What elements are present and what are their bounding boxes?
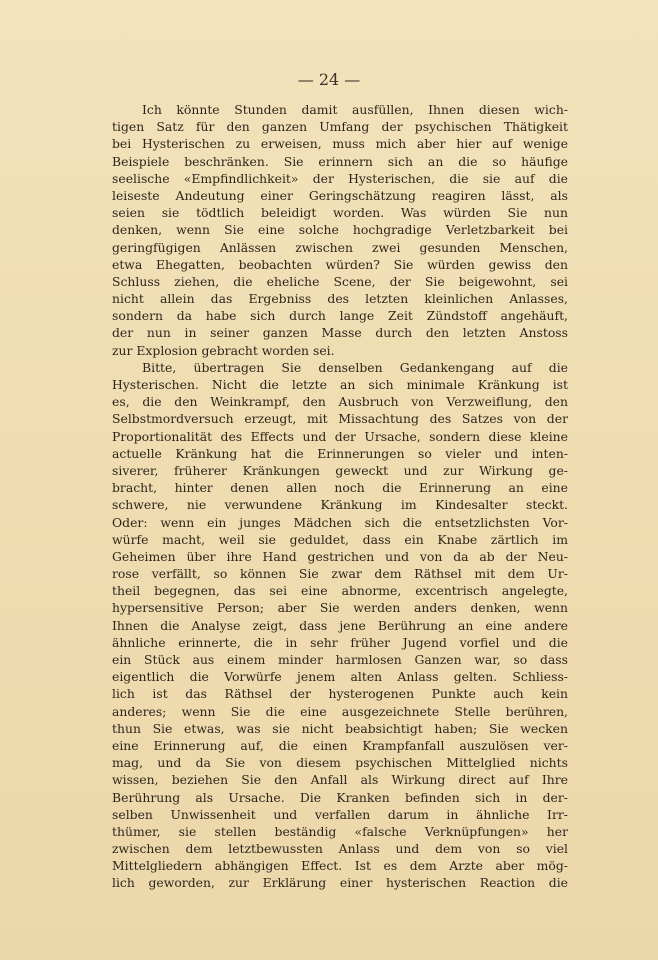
text-line: Beispiele beschränken. Sie erinnern sich an die so häufige	[112, 153, 568, 169]
text-line: geringfügigen Anlässen zwischen zwei gesunden Menschen,	[112, 239, 568, 255]
body-text	[112, 101, 568, 892]
text-line: würfe macht, weil sie geduldet, dass ein Knabe zärtlich im	[112, 531, 568, 547]
text-line: Schluss ziehen, die eheliche Scene, der Sie beigewohnt, sei	[112, 273, 568, 289]
text-line: ein Stück aus einem minder harmlosen Ganzen war, so dass	[112, 652, 568, 667]
text-line: zur Explosion gebracht worden sei.	[112, 342, 335, 358]
text-line: rose verfällt, so können Sie zwar dem Räthsel mit dem Ur-	[112, 566, 568, 582]
text-line: Geheimen über ihre Hand gestrichen und von da ab der Neu-	[112, 548, 568, 564]
text-line: ähnliche erinnerte, die in sehr früher Jugend vorfiel und die	[112, 634, 568, 650]
paragraph-2	[112, 359, 568, 892]
text-line: leiseste Andeutung einer Geringschätzung reagiren lässt, als	[112, 187, 568, 203]
text-line: bracht, hinter denen allen noch die Erinnerung an eine	[112, 480, 568, 496]
text-line: Berührung als Ursache. Die Kranken befinden sich in der-	[112, 789, 568, 805]
text-line: selben Unwissenheit und verfallen darum in ähnliche Irr-	[112, 806, 568, 822]
text-line: mag, und da Sie von diesem psychischen Mittelglied nichts	[112, 755, 568, 771]
text-line: eine Erinnerung auf, die einen Krampfanfall auszulösen ver-	[112, 737, 568, 753]
text-line: Oder: wenn ein junges Mädchen sich die entsetzlichsten Vor-	[112, 514, 568, 530]
paragraph-1	[112, 101, 568, 359]
text-line: etwa Ehegatten, beobachten würden? Sie würden gewiss den	[112, 256, 568, 272]
text-line: Selbstmordversuch erzeugt, mit Missachtung des Satzes von der	[112, 411, 568, 427]
text-line: sondern da habe sich durch lange Zeit Zündstoff angehäuft,	[112, 308, 568, 324]
text-line: denken, wenn Sie eine solche hochgradige Verletzbarkeit bei	[112, 222, 568, 238]
text-line: thun Sie etwas, was sie nicht beabsichtigt haben; Sie wecken	[112, 720, 568, 736]
text-line: Ihnen die Analyse zeigt, dass jene Berührung an eine andere	[112, 617, 568, 633]
text-line: Ich könnte Stunden damit ausfüllen, Ihnen diesen wich-	[142, 102, 568, 117]
text-line: lich ist das Räthsel der hysterogenen Punkte auch kein	[112, 686, 568, 702]
text-line: seien sie tödtlich beleidigt worden. Was würden Sie nun	[112, 205, 568, 221]
text-line: der nun in seiner ganzen Masse durch den letzten Anstoss	[112, 325, 568, 341]
text-line: schwere, nie verwundene Kränkung im Kindesalter steckt.	[112, 497, 568, 513]
text-line: lich geworden, zur Erklärung einer hysterischen Reaction die	[112, 875, 568, 891]
text-line: eigentlich die Vorwürfe jenem alten Anlass gelten. Schliess-	[112, 669, 568, 685]
text-line: actuelle Kränkung hat die Erinnerungen so vieler und inten-	[112, 445, 568, 461]
text-line: siverer, früherer Kränkungen geweckt und zur Wirkung ge-	[112, 462, 568, 478]
text-line: Hysterischen. Nicht die letzte an sich minimale Kränkung ist	[112, 377, 568, 392]
text-line: tigen Satz für den ganzen Umfang der psychischen Thätigkeit	[112, 119, 568, 135]
text-line: Mittelgliedern abhängigen Effect. Ist es dem Arzte aber mög-	[112, 858, 568, 874]
text-line: es, die den Weinkrampf, den Ausbruch von Verzweiflung, den	[112, 394, 568, 410]
text-line: thümer, sie stellen beständig «falsche Verknüpfungen» her	[112, 823, 568, 839]
text-line: nicht allein das Ergebniss des letzten kleinlichen Anlasses,	[112, 291, 568, 307]
text-line: hypersensitive Person; aber Sie werden anders denken, wenn	[112, 600, 568, 616]
text-line: Bitte, übertragen Sie denselben Gedankengang auf die	[142, 359, 568, 375]
text-line: anderes; wenn Sie die eine ausgezeichnete Stelle berühren,	[112, 703, 568, 719]
text-line: seelische «Empfindlichkeit» der Hysterischen, die sie auf die	[112, 170, 568, 186]
text-line: zwischen dem letztbewussten Anlass und dem von so viel	[112, 841, 568, 857]
text-line: theil begegnen, das sei eine abnorme, excentrisch angelegte,	[112, 583, 568, 599]
text-line: bei Hysterischen zu erweisen, muss mich aber hier auf wenige	[112, 136, 568, 152]
page-number: — 24 —	[297, 70, 361, 89]
text-line: Proportionalität des Effects und der Ursache, sondern diese kleine	[112, 428, 568, 444]
text-line: wissen, beziehen Sie den Anfall als Wirkung direct auf Ihre	[112, 772, 568, 788]
